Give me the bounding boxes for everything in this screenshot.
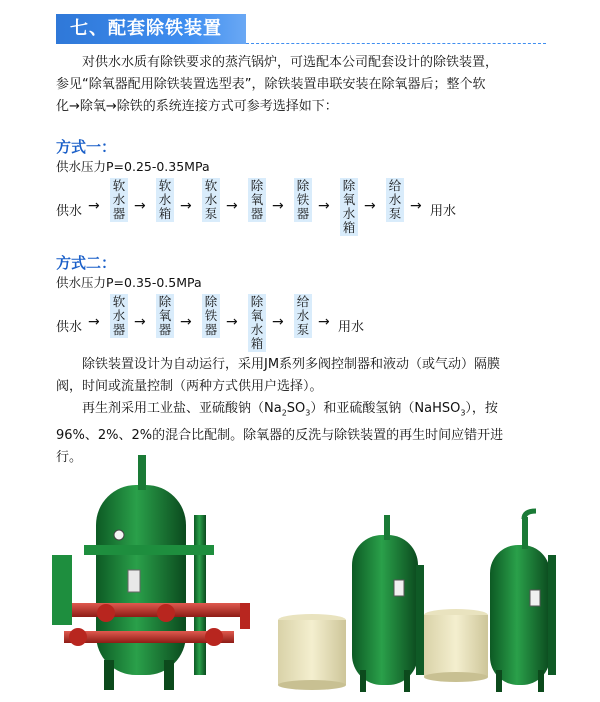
flow-arrow: → <box>272 314 284 330</box>
flow-step-deaerated-tank: 除 氧 水 箱 <box>248 294 266 352</box>
flow-step-soft-pump: 软 水 泵 <box>202 178 220 222</box>
method1-pressure: 供水压力P=0.25-0.35MPa <box>56 159 210 174</box>
flow-arrow: → <box>318 198 330 214</box>
title-underline <box>246 43 546 44</box>
flow-arrow: → <box>88 314 100 330</box>
flow-arrow: → <box>134 314 146 330</box>
iron-removal-equipment-illustration <box>44 455 584 700</box>
body-line-1: 除铁装置设计为自动运行，采用JM系列多阀控制器和液动（或气动）隔膜 <box>82 357 501 372</box>
method2-flow-diagram <box>56 294 546 354</box>
brine-tank-left <box>278 620 346 685</box>
section-title: 七、配套除铁装置 <box>56 14 246 44</box>
flow-arrow: → <box>180 314 192 330</box>
flow-step-softener: 软 水 器 <box>110 178 128 222</box>
flow-arrow: → <box>134 198 146 214</box>
flow-step-feed-pump: 给 水 泵 <box>386 178 404 222</box>
flow-arrow: → <box>364 198 376 214</box>
body-line-5: 行。 <box>56 449 83 465</box>
body-paragraph <box>56 354 546 469</box>
intro-line-2: 参见“除氧器配用除铁装置选型表”，除铁装置串联安装在除氧器后；整个软 <box>56 77 486 92</box>
flow-step-soft-tank: 软 水 箱 <box>156 178 174 222</box>
flow-step-deaerated-tank: 除 氧 水 箱 <box>340 178 358 236</box>
middle-iron-removal-tank <box>352 515 424 692</box>
intro-line-1: 对供水水质有除铁要求的蒸汽锅炉，可选配本公司配套设计的除铁装置， <box>82 55 499 70</box>
method1-title: 方式一： <box>56 138 117 156</box>
intro-line-3: 化→除氧→除铁的系统连接方式可参考选择如下： <box>56 99 338 114</box>
flow-step-softener: 软 水 器 <box>110 294 128 338</box>
flow-step-iron-remover: 除 铁 器 <box>202 294 220 338</box>
flow-arrow: → <box>226 314 238 330</box>
body-line-4: 96%、2%、2%的混合比配制。除氧器的反洗与除铁装置的再生时间应错开进 <box>56 427 504 443</box>
flow-arrow: → <box>410 198 422 214</box>
body-line-2: 阀，时间或流量控制（两种方式供用户选择）。 <box>56 379 323 394</box>
flow-step-deaerator: 除 氧 器 <box>248 178 266 222</box>
flow-end-label: 用水 <box>430 204 457 219</box>
flow-end-label: 用水 <box>338 320 365 335</box>
brine-tank-right <box>424 615 488 677</box>
flow-arrow: → <box>226 198 238 214</box>
method1-flow-diagram <box>56 178 546 238</box>
method2-title: 方式二： <box>56 254 117 272</box>
flow-arrow: → <box>180 198 192 214</box>
left-iron-removal-unit <box>52 455 250 690</box>
flow-step-deaerator: 除 氧 器 <box>156 294 174 338</box>
flow-arrow: → <box>318 314 330 330</box>
flow-arrow: → <box>88 198 100 214</box>
flow-step-iron-remover: 除 铁 器 <box>294 178 312 222</box>
flow-step-feed-pump: 给 水 泵 <box>294 294 312 338</box>
body-line-3: 再生剂采用工业盐、亚硫酸钠$(Na_2SO_3)$和亚硫酸氢钠（NaHSO$_3$），按 <box>82 401 498 418</box>
equipment-photo <box>44 455 584 700</box>
intro-paragraph <box>56 52 546 118</box>
flow-arrow: → <box>272 198 284 214</box>
right-iron-removal-tank <box>490 511 556 692</box>
method2-pressure: 供水压力P=0.35-0.5MPa <box>56 275 202 290</box>
flow-start-label: 供水 <box>56 320 83 335</box>
flow-start-label: 供水 <box>56 204 83 219</box>
